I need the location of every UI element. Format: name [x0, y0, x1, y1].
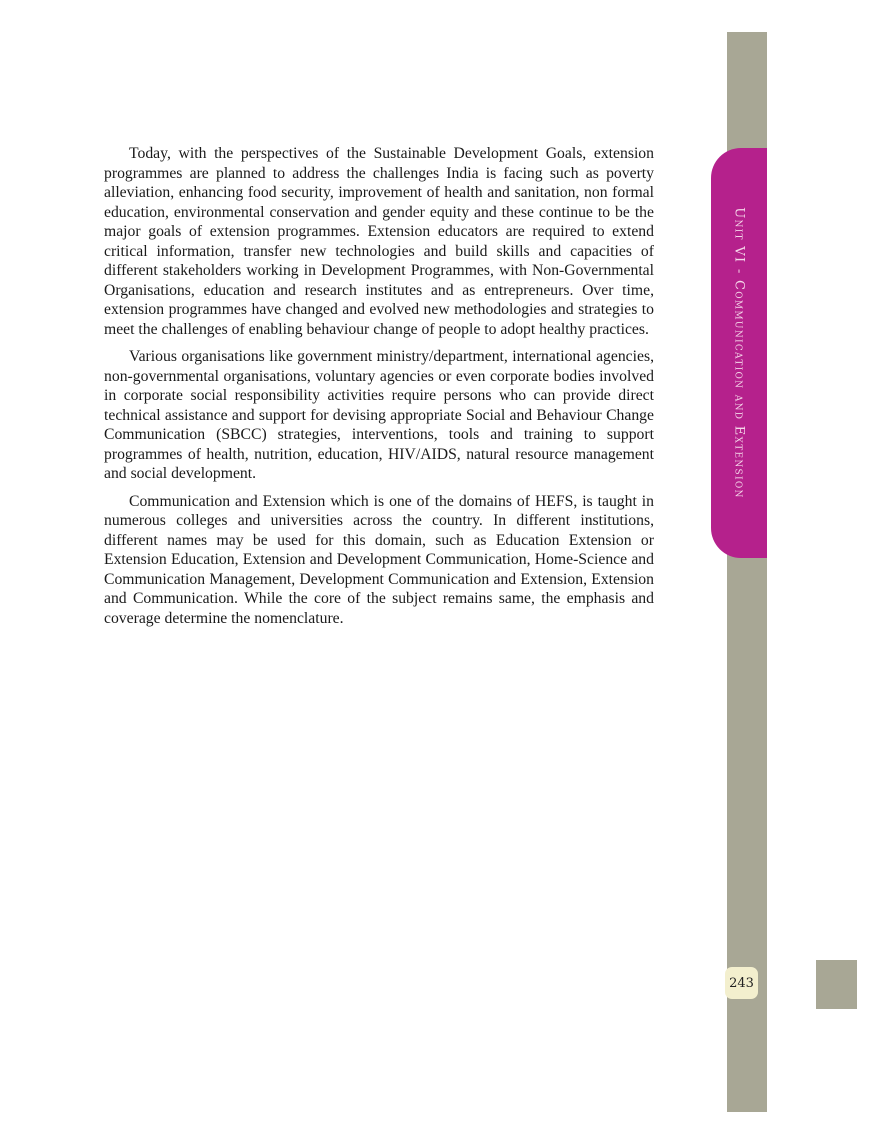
- main-content: [104, 144, 654, 636]
- unit-title: Unit VI - Communication and Extension: [731, 207, 747, 499]
- paragraph-sdg-extension: Today, with the perspectives of the Sustainable Development Goals, extension programmes are planned to address the challenges India is facing such as poverty alleviation, enhancing food security, improvement of health and sanitation, non formal education, environmental conservation and gender equity and these continue to be the major goals of extension programmes. Extension educators are required to extend critical information, transfer new technologies and build skills and capacities of different stakeholders working in Development Programmes, with Non-Governmental Organisations, education and research institutes and as entrepreneurs. Over time, extension programmes have changed and evolved new methodologies and strategies to meet the challenges of enabling behaviour change of people to adopt healthy practices.: [104, 145, 654, 338]
- paragraph-hefs-domain: Communication and Extension which is one of the domains of HEFS, is taught in numerous colleges and universities across the country. In different institutions, different names may be used for this domain, such as Education Extension or Extension Education, Extension and Development Communication, Home-Science and Communication Management, Development Communication and Extension, Extension and Communication. While the core of the subject remains same, the emphasis and coverage determine the nomenclature.: [104, 492, 654, 627]
- page-number: 243: [725, 967, 758, 999]
- paragraph-organisations: Various organisations like government ministry/department, international agencies, non-governmental organisations, voluntary agencies or even corporate bodies involved in corporate social responsibility activities require persons who can provide direct technical assistance and support for devising appropriate Social and Behaviour Change Communication (SBCC) strategies, interventions, tools and training to support programmes of health, nutrition, education, HIV/AIDS, natural resource management and social development.: [104, 348, 654, 482]
- corner-block: [816, 960, 857, 1009]
